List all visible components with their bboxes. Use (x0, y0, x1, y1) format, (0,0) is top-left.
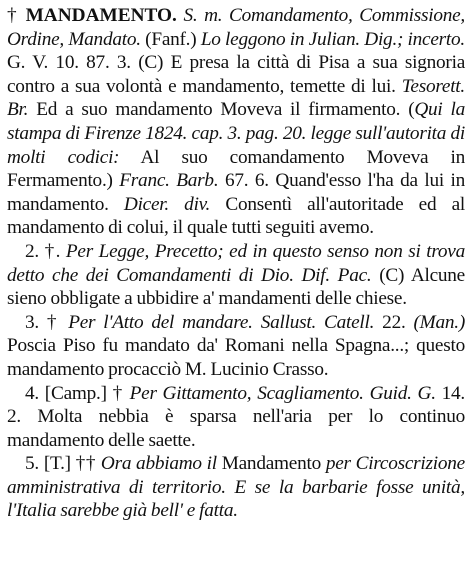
quotation: Quand'esso l'ha da lui in mandamento. (7, 170, 466, 215)
citation-source: Dicer. div. (123, 193, 211, 215)
quotation: Consentì all'autoritade ed al mandamento di colui, il quale tutti seguiti avemo. (7, 193, 465, 239)
citation-source: Franc. Barb. (119, 170, 219, 192)
definition: Per l'Atto del mandare. (68, 311, 253, 333)
definition: Comandamento, Commissione, Ordine, Mandato. (7, 5, 465, 50)
citation-source: Dif. Pac. (301, 264, 372, 286)
entry-sense-5 (7, 452, 465, 523)
sense-number: 5. [T.] †† (25, 453, 97, 475)
entry-sense-2 (7, 240, 465, 311)
grammar-label: S. m. (183, 5, 223, 26)
definition: per Circoscrizione amministrativa di territorio. E se la barbarie fosse unità, l'Italia sarebbe già bell' e fatta. (7, 453, 465, 522)
paren-open: ( (408, 99, 415, 121)
entry-sense-3 (7, 311, 465, 382)
quotation: Ed a suo mandamento Moveva il firmamento. (36, 99, 401, 121)
sense-number: 4. [Camp.] † (25, 382, 124, 404)
citation-source: Sallust. Catell. (260, 311, 375, 333)
definition: Ora abbiamo il (100, 453, 217, 475)
source-abbrev: (Fanf.) (145, 28, 197, 50)
definition: Per Legge, Precetto; ed in questo senso non si trova detto che dei Comandamenti di Dio. (7, 240, 466, 286)
citation-ref: 22. (382, 311, 406, 333)
dagger-mark: † (7, 5, 19, 26)
definition: Per Gittamento, Scagliamento. (129, 382, 364, 404)
entry-main-sense (7, 4, 465, 240)
term: Mandamento (221, 453, 321, 475)
citation-ref: G. V. 10. 87. 3. (C) (7, 52, 164, 74)
quotation: E presa la città di Pisa a sua signoria contro a sua volontà e mandamento, temette di lui. (7, 52, 466, 97)
editorial-note: Lo leggono in Julian. Dig.; incerto. (200, 28, 465, 50)
source-abbrev: (Man.) (413, 311, 466, 333)
citation-ref: 14. 2. (7, 382, 465, 428)
quotation: Poscia Piso fu mandato da' Romani nella Spagna...; questo mandamento procacciò M. Lucinio Crasso. (7, 335, 465, 380)
headword: MANDAMENTO. (25, 5, 177, 26)
quotation: Al suo comandamento Moveva in Fermamento.) (7, 146, 465, 192)
quotation: Molta nebbia è sparsa nell'aria per lo continuo mandamento delle saette. (7, 406, 465, 451)
entry-sense-4 (7, 382, 465, 453)
editorial-note: Qui la stampa di Firenze 1824. cap. 3. pag. 20. legge sull'autorita di molti codici: (7, 99, 465, 168)
citation-ref: 67. 6. (224, 170, 269, 192)
sense-number: 3. † (25, 311, 61, 333)
citation-source: Tesorett. Br. (7, 75, 465, 121)
citation-ref: (C) (379, 264, 405, 286)
dictionary-entry (7, 4, 465, 523)
citation-source: Guid. G. (369, 382, 436, 404)
sense-number: 2. †. (25, 240, 61, 262)
quotation: Alcune sieno obbligate a ubbidire a' mandamenti delle chiese. (7, 264, 465, 310)
